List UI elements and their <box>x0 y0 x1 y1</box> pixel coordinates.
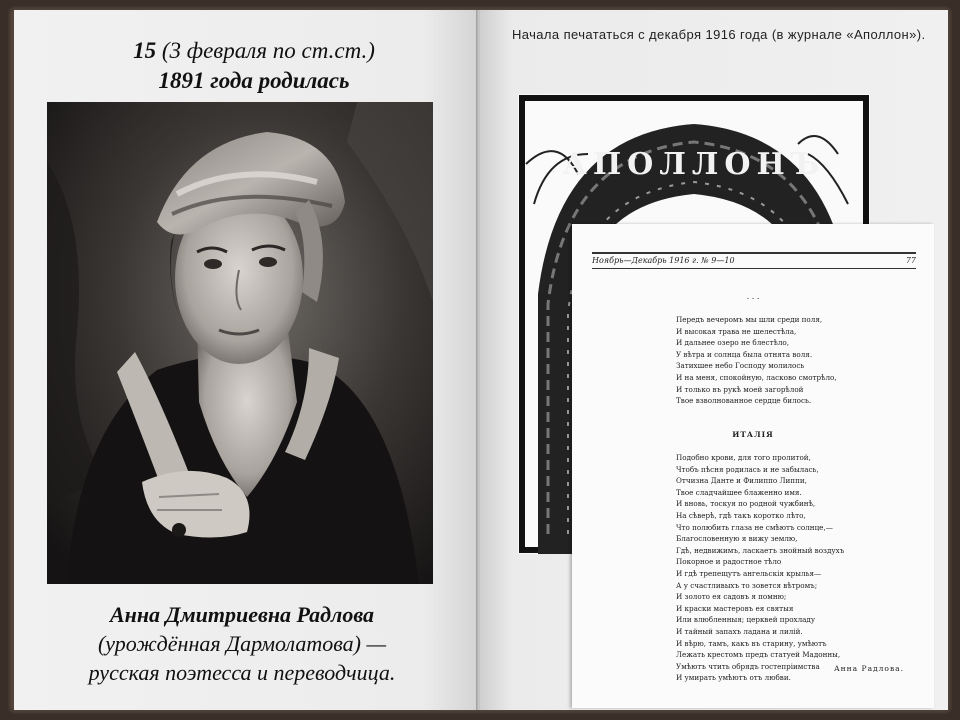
date-number: 15 <box>133 38 157 63</box>
poem-italia: Подобно крови, для того пролитой, Чтобъ пѣсня родилась и не забылась, Отчизна Данте и Филиппо Липпи, Твое сладчайшее блаженно имя. И вновь, тоскуя по родной чужбинѣ, На сѣверѣ, гдѣ такъ коротко лѣто, Что полюбить глаза не смѣютъ солнце,— Благословенную я вижу землю, Гдѣ, недвижимъ, ласкаетъ знойный воздухъ Покорное и радостное тѣло И гдѣ трепещутъ ангельскія крылья— А у счастливыхъ то зовется вѣтромъ; И золото ея садовъ я помню; И краски мастеровъ ея святыя Или влюбленныя; церквей прохладу И тайный запахъ ладана и лилій. И вѣрю, тамъ, какъ въ старину, умѣютъ Лежать крестомъ предъ статуей Мадонны, Умѣютъ чтить обрядъ гостепріимства И умирать умѣютъ отъ любви. <box>676 453 845 683</box>
maiden-name: (урождённая Дармолатова) — <box>97 631 387 656</box>
journal-page-scan <box>572 224 934 708</box>
poet-name: Анна Дмитриевна Радлова <box>109 602 375 627</box>
poem-untitled: Передъ вечеромъ мы шли среди поля, И высокая трава не шелестѣла, И дальнее озеро не блестѣло, У вѣтра и солнца была отнята воля. Затихшее небо Господу молилось И на меня, спокойную, ласково смотрѣло, И только въ рукѣ моей загорѣлой Твое взволнованное сердце билось. <box>676 315 837 406</box>
book-frame <box>8 6 952 714</box>
cover-title: АПОЛЛОНЪ <box>562 147 826 182</box>
header-rule-bottom <box>592 268 916 269</box>
publication-note: Начала печататься с декабря 1916 года (в журнале «Аполлон»). <box>512 27 926 42</box>
poem-separator: . . . <box>746 292 760 301</box>
header-rule-top <box>592 252 916 254</box>
poem-title-italia: ИТАЛІЯ <box>732 430 774 439</box>
birth-date-heading <box>54 36 454 96</box>
poet-description: русская поэтесса и переводчица. <box>88 660 396 685</box>
journal-header <box>592 256 916 265</box>
right-page <box>480 10 948 710</box>
left-page <box>14 10 478 710</box>
birth-year: 1891 года родилась <box>158 68 350 93</box>
portrait-caption <box>38 600 446 687</box>
portrait-photo <box>47 102 433 584</box>
page-number: 77 <box>905 256 916 265</box>
author-signature: Анна Радлова. <box>834 664 905 673</box>
issue-label: Ноябрь—Декабрь 1916 г. № 9—10 <box>592 256 735 265</box>
date-old-style: (3 февраля по ст.ст.) <box>156 38 375 63</box>
